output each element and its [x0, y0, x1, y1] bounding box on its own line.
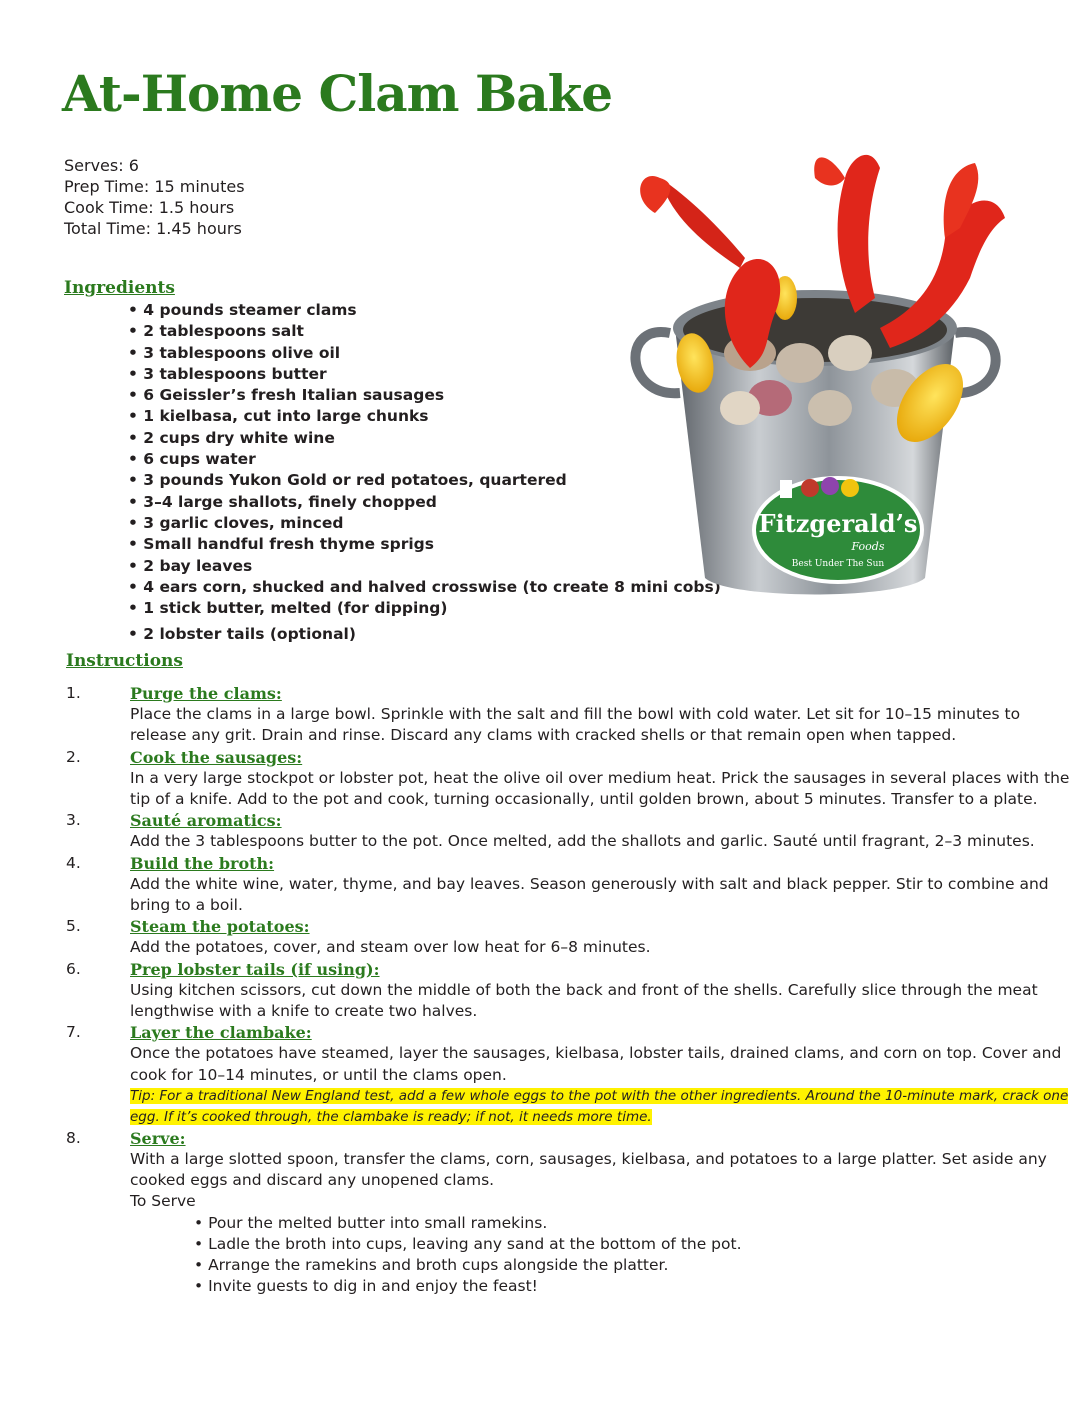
instruction-step [64, 747, 1074, 811]
serve-item: • Ladle the broth into cups, leaving any sand at the bottom of the pot. [194, 1234, 1074, 1255]
step-body: Place the clams in a large bowl. Sprinkle with the salt and fill the bowl with cold water. Let sit for 10–15 minutes to release any grit. Drain and rinse. Discard any clams with cracked shells or that remain open when tapped. [130, 705, 1021, 745]
ingredient-item: • 6 Geissler’s fresh Italian sausages [128, 386, 445, 405]
step-number: 3. [66, 811, 81, 830]
step-body: Add the potatoes, cover, and steam over low heat for 6–8 minutes. [130, 938, 651, 957]
ingredient-item: • Small handful fresh thyme sprigs [128, 535, 434, 554]
step-body: With a large slotted spoon, transfer the clams, corn, sausages, kielbasa, and potatoes to a large platter. Set aside any cooked eggs and discard any unopened clams. [130, 1150, 1047, 1190]
step-title: Serve: [130, 1128, 186, 1148]
ingredient-item: • 1 stick butter, melted (for dipping) [128, 599, 448, 618]
serve-item: • Pour the melted butter into small ramekins. [194, 1213, 1074, 1234]
prep-time-text: Prep Time: 15 minutes [64, 177, 245, 196]
ingredient-item: • 3 tablespoons butter [128, 364, 327, 383]
recipe-meta [64, 155, 245, 239]
ingredient-item: • 1 kielbasa, cut into large chunks [128, 407, 429, 426]
instruction-step [64, 1022, 1074, 1128]
instruction-step [64, 916, 1074, 958]
ingredient-item: • 4 pounds steamer clams [128, 301, 357, 319]
instruction-step [64, 1128, 1074, 1298]
cook-time-text: Cook Time: 1.5 hours [64, 198, 235, 217]
step-title: Cook the sausages: [130, 747, 303, 767]
step-title: Steam the potatoes: [130, 917, 310, 937]
ingredients-heading: Ingredients [64, 278, 175, 298]
to-serve-label: To Serve [130, 1192, 196, 1211]
tip-note [130, 1086, 1074, 1128]
ingredient-item: • 3 pounds Yukon Gold or red potatoes, quartered [128, 471, 567, 490]
instruction-step [64, 810, 1074, 852]
ingredient-item: • 2 lobster tails (optional) [128, 625, 356, 644]
step-title: Purge the clams: [130, 684, 282, 703]
step-number: 7. [66, 1023, 81, 1042]
step-title: Sauté aromatics: [130, 811, 282, 831]
logo-tagline: Best Under The Sun [791, 559, 885, 569]
step-number: 2. [66, 747, 81, 766]
serves-text: Serves: 6 [64, 156, 139, 175]
pot-handle-left [635, 332, 680, 393]
serve-item: • Arrange the ramekins and broth cups alongside the platter. [194, 1255, 1074, 1276]
page-title: At-Home Clam Bake [62, 64, 613, 123]
instructions-heading: Instructions [66, 651, 183, 671]
step-number: 5. [66, 917, 81, 936]
logo-sub: Foods [851, 540, 885, 553]
logo-name: Fitzgerald’s [758, 509, 918, 538]
step-title: Prep lobster tails (if using): [130, 959, 380, 979]
ingredient-item: • 2 bay leaves [128, 556, 253, 575]
step-body: In a very large stockpot or lobster pot, heat the olive oil over medium heat. Prick the sausages in several places with the tip of a knife. Add to the pot and cook, turning occasionally, until golden brown, about 5 minutes. Transfer to a plate. [130, 768, 1070, 809]
step-title: Layer the clambake: [130, 1023, 312, 1043]
clam-bake-pot-illustration [600, 138, 1030, 608]
ingredient-item: • 3 tablespoons olive oil [128, 343, 341, 362]
step-number: 1. [66, 684, 81, 702]
instruction-step [64, 853, 1074, 917]
ingredient-item: • 6 cups water [128, 450, 256, 469]
step-body: Add the 3 tablespoons butter to the pot. Once melted, add the shallots and garlic. Sauté until fragrant, 2–3 minutes. [130, 832, 1035, 851]
step-title: Build the broth: [130, 853, 275, 873]
step-body: Add the white wine, water, thyme, and bay leaves. Season generously with salt and black pepper. Stir to combine and bring to a boil. [130, 874, 1049, 915]
step-body: Using kitchen scissors, cut down the middle of both the back and front of the shells. Carefully slice through the meat lengthwise with a knife to create two halves. [130, 980, 1038, 1021]
ingredient-item: • 3 garlic cloves, minced [128, 513, 344, 532]
tip-highlight: Tip: For a traditional New England test, add a few whole eggs to the pot with the other ingredients. Around the 10-minute mark, crack one egg. If it’s cooked through, the clambake is ready; if not, it needs more time. [130, 1087, 1069, 1125]
instruction-step [64, 959, 1074, 1023]
ingredient-item: • 3–4 large shallots, finely chopped [128, 492, 437, 511]
ingredient-item: • 4 ears corn, shucked and halved crosswise (to create 8 mini cobs) [128, 577, 721, 596]
ingredient-item: • 2 cups dry white wine [128, 428, 335, 447]
serve-list [130, 1213, 1074, 1298]
total-time-text: Total Time: 1.45 hours [64, 219, 242, 238]
instruction-step [64, 683, 1074, 747]
ingredient-item: • 2 tablespoons salt [128, 322, 304, 341]
step-number: 6. [66, 959, 81, 978]
step-number: 8. [66, 1128, 81, 1147]
step-body: Once the potatoes have steamed, layer the sausages, kielbasa, lobster tails, drained clams, and corn on top. Cover and cook for 10–14 minutes, or until the clams open. [130, 1044, 1062, 1084]
step-number: 4. [66, 853, 81, 872]
instructions-list [64, 683, 1074, 1297]
serve-item: • Invite guests to dig in and enjoy the feast! [194, 1276, 1074, 1297]
